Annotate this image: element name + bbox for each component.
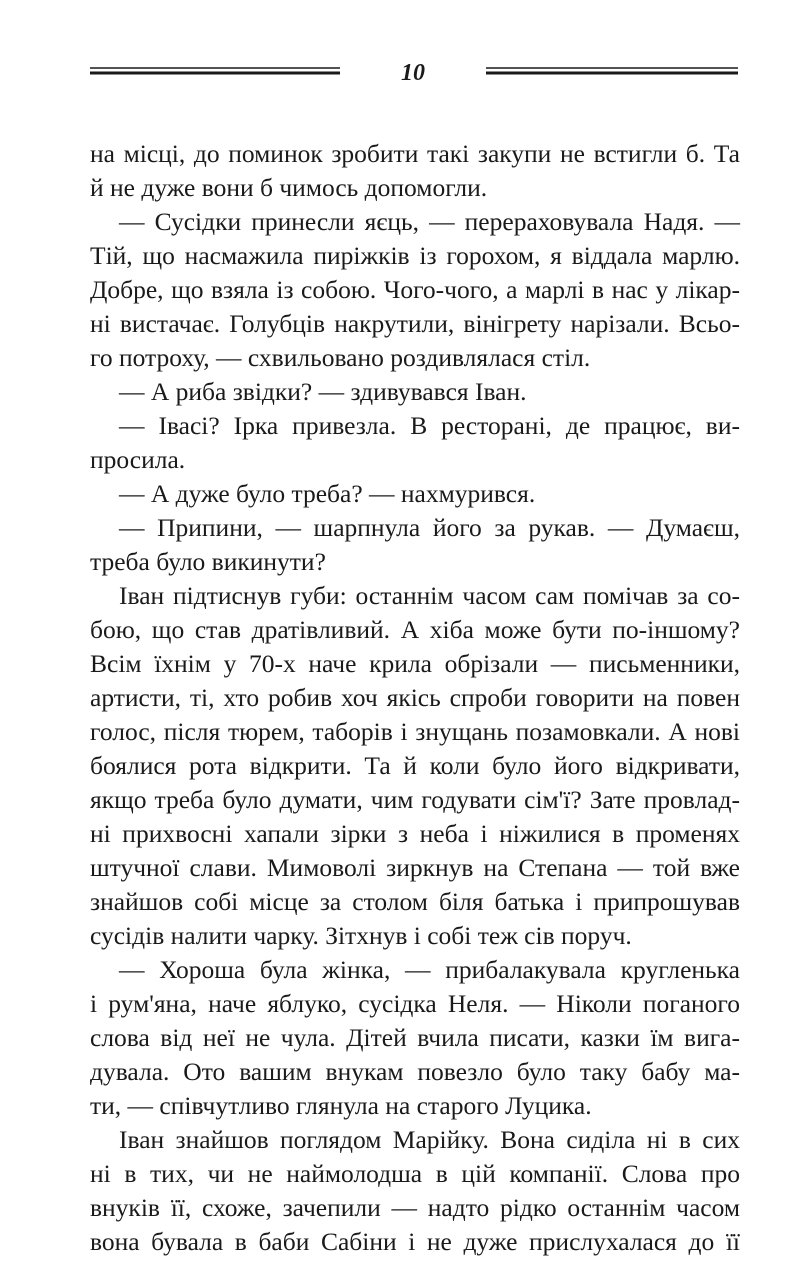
text-line: боялися рота відкрити. Та й коли було його відкривати, [90,751,740,780]
text-line: слова від неї не чула. Дітей вчила писати, казки їм вига- [90,1023,740,1052]
text-line: ти, — співчутливо глянула на старого Луцика. [90,1091,592,1120]
text-line: ні в тих, чи не наймолодша в цій компанії. Слова про [90,1159,740,1188]
page-number: 10 [401,60,425,86]
text-line: — Хороша була жінка, — прибалакувала кругленька [119,955,740,984]
text-line: — Івасі? Ірка привезла. В ресторані, де працює, ви- [119,411,740,440]
text-line: ні вистачає. Голубців накрутили, вінігрету нарізали. Всьо- [90,309,740,338]
text-line: — А риба звідки? — здивувався Іван. [119,377,527,406]
text-line: Всім їхнім у 70-х наче крила обрізали — письменники, [90,649,740,678]
text-line: й не дуже вони б чимось допомогли. [90,173,488,202]
text-line: і рум'яна, наче яблуко, сусідка Неля. — Ніколи поганого [90,989,740,1018]
text-line: голос, після тюрем, таборів і знущань позамовкали. А нові [90,717,740,746]
header-rule-right [486,66,738,76]
text-line: бою, що став дратівливий. А хіба може бути по-іншому? [90,615,740,644]
text-line: внуків її, схоже, зачепили — надто рідко останнім часом [90,1193,740,1222]
text-line: вона бувала в баби Сабіни і не дуже прислухалася до її [90,1227,740,1256]
text-line: знайшов собі місце за столом біля батька і припрошував [90,887,740,916]
text-line: Тій, що насмажила пиріжків із горохом, я віддала марлю. [90,241,740,270]
text-line: Добре, що взяла із собою. Чого-чого, а марлі в нас у лікар- [90,275,740,304]
body-text [90,137,740,1259]
page-header [0,58,796,94]
text-line: артисти, ті, хто робив хоч якісь спроби говорити на повен [90,683,740,712]
text-line: ні прихвосні хапали зірки з неба і ніжилися в променях [90,819,740,848]
text-line: го потроху, — схвильовано роздивлялася стіл. [90,343,591,372]
text-line: Іван підтиснув губи: останнім часом сам помічав за со- [119,581,740,610]
text-line: — Сусідки принесли яєць, — перераховувала Надя. — [119,207,740,236]
text-line: на місці, до поминок зробити такі закупи не встигли б. Та [90,139,740,168]
text-line: — А дуже було треба? — нахмурився. [119,479,536,508]
text-line: якщо треба було думати, чим годувати сім'ї? Зате провлад- [90,785,740,814]
text-line: сусідів налити чарку. Зітхнув і собі теж сів поруч. [90,921,632,950]
text-line: — Припини, — шарпнула його за рукав. — Думаєш, [119,513,740,542]
text-line: просила. [90,445,186,474]
text-line: треба було викинути? [90,547,326,576]
text-line: Іван знайшов поглядом Марійку. Вона сиділа ні в сих [119,1125,740,1154]
text-line: дувала. Ото вашим внукам повезло було таку бабу ма- [90,1057,740,1086]
text-line: штучної слави. Мимоволі зиркнув на Степана — той вже [90,853,740,882]
header-rule-left [90,66,340,76]
